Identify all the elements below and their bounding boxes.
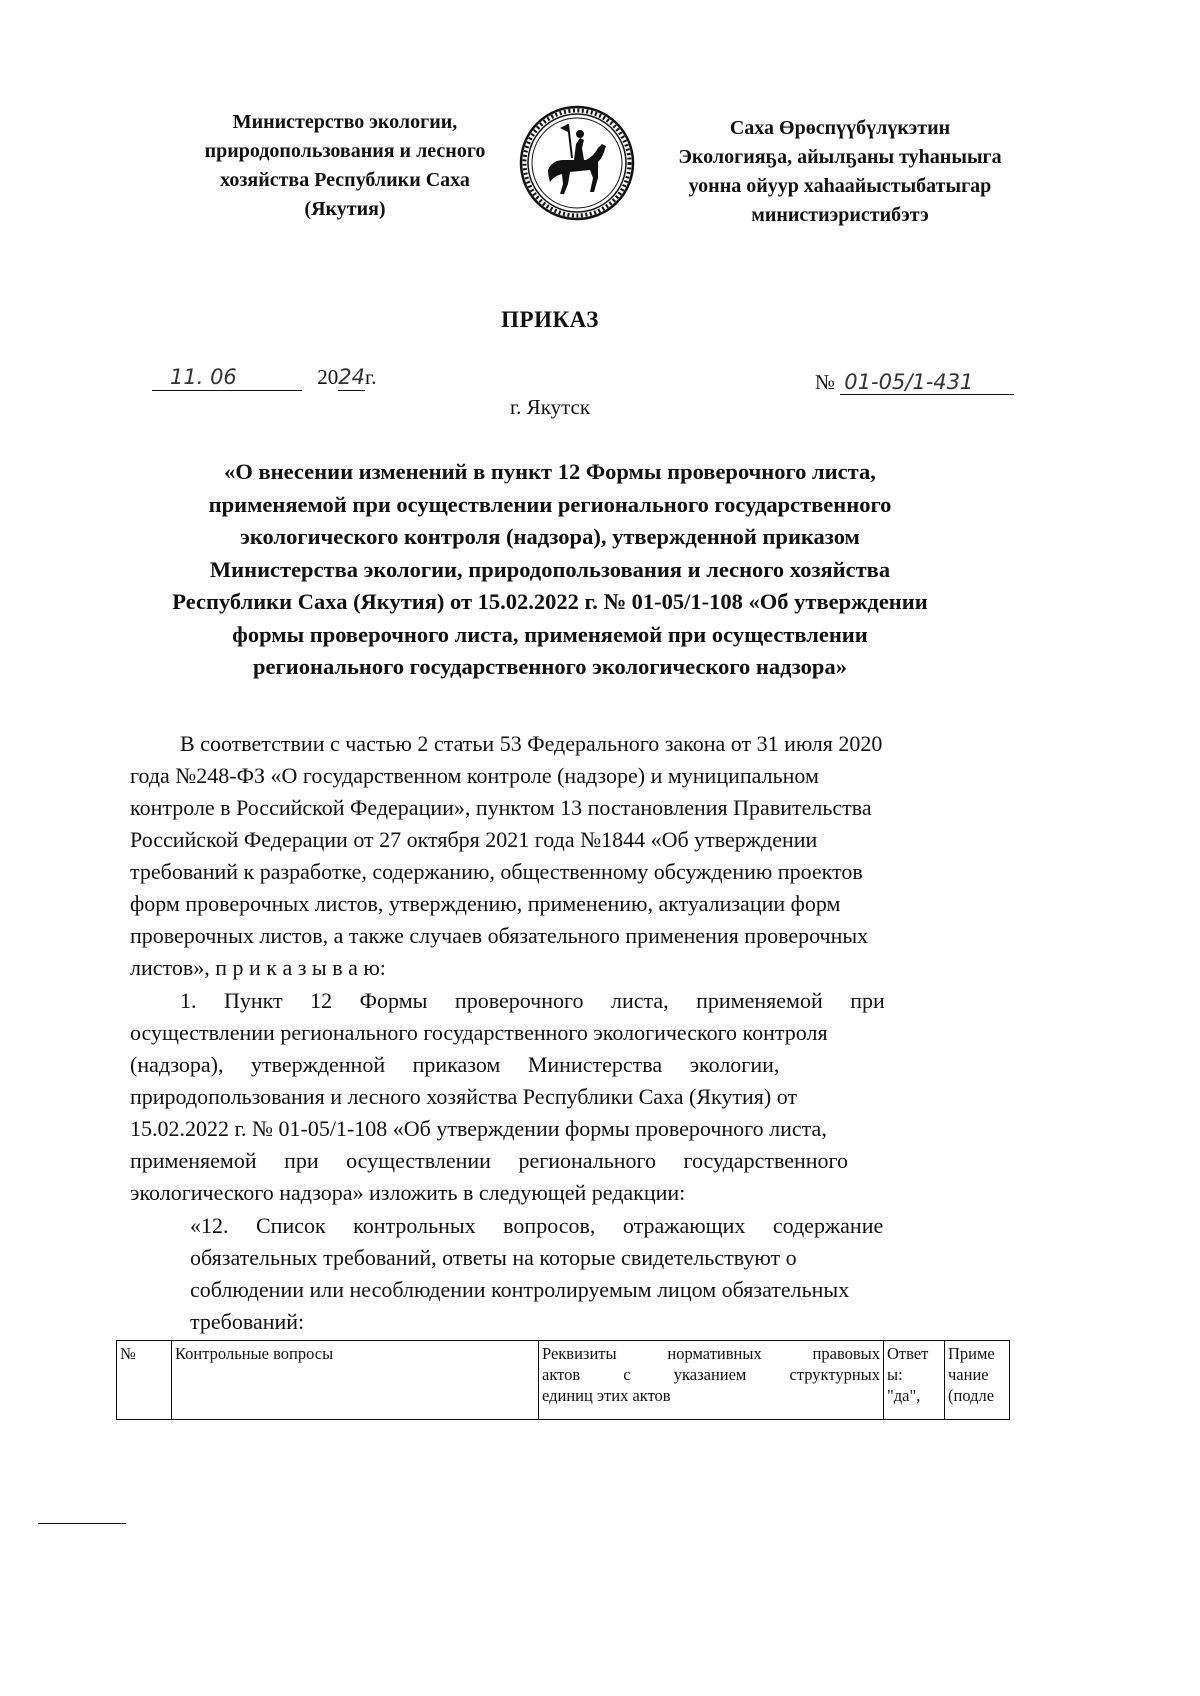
ministry-name-yakut — [640, 114, 1040, 230]
order-subject — [120, 456, 980, 684]
checklist-table — [116, 1340, 1010, 1420]
date-handwritten: 11. 06 — [170, 365, 237, 389]
col-legal-refs-header — [539, 1341, 884, 1420]
number-handwritten: 01-05/1-431 — [840, 370, 1014, 395]
header-text: чание — [948, 1365, 989, 1384]
body-line: осуществлении регионального государственного экологического контроля — [130, 1020, 828, 1045]
table-header-row — [117, 1341, 1010, 1420]
col-answers-header — [884, 1341, 945, 1420]
header-text: актов с указанием структурных — [542, 1365, 880, 1384]
body-line: «12. Список контрольных вопросов, отражающих содержание — [190, 1213, 884, 1238]
body-line: форм проверочных листов, утверждению, применению, актуализации форм — [130, 891, 841, 916]
body-line: природопользования и лесного хозяйства Республики Саха (Якутия) от — [130, 1084, 798, 1109]
subject-line: формы проверочного листа, применяемой при осуществлении — [232, 621, 868, 647]
ministry-name-sah-line: Саха Өрөспүүбүлүкэтин — [729, 117, 951, 139]
body-line: обязательных требований, ответы на которые свидетельствуют о — [190, 1245, 797, 1270]
body-line: проверочных листов, а также случаев обязательного применения проверочных — [130, 923, 869, 948]
header-text: Реквизиты нормативных правовых — [542, 1344, 880, 1363]
header-text: (подле — [948, 1386, 995, 1405]
ministry-name-russian — [130, 108, 560, 224]
body-line: года №248-ФЗ «О государственном контроле (надзоре) и муниципальном — [130, 763, 819, 788]
body-line: контроле в Российской Федерации», пунктом 13 постановления Правительства — [130, 795, 872, 820]
year-prefix: 20 — [317, 365, 339, 389]
ministry-name-ru-line: природопользования и лесного — [204, 140, 486, 162]
body-line: требований: — [190, 1309, 305, 1334]
body-line: (надзора), утвержденной приказом Министерства экологии, — [130, 1052, 780, 1077]
body-line: листов», п р и к а з ы в а ю: — [130, 955, 386, 980]
subject-line: Министерства экологии, природопользования и лесного хозяйства — [209, 556, 891, 582]
header-text: "да", — [887, 1386, 921, 1405]
number-sign: № — [815, 370, 836, 394]
col-notes-header — [945, 1341, 1010, 1420]
ministry-name-ru-line: хозяйства Республики Саха — [220, 169, 470, 191]
body-line: применяемой при осуществлении регионального государственного — [130, 1148, 848, 1173]
document-title: ПРИКАЗ — [501, 307, 599, 332]
header-text: № — [120, 1344, 136, 1363]
ministry-name-sah-line: уонна ойуур хаһаайыстыбатыгар — [688, 175, 992, 197]
col-questions-header — [172, 1341, 539, 1420]
header-text: Приме — [948, 1344, 995, 1363]
header-text: ы: — [887, 1365, 903, 1384]
subject-line: применяемой при осуществлении регионального государственного — [208, 491, 892, 517]
col-number-header — [117, 1341, 172, 1420]
order-date — [152, 365, 376, 391]
body-line: Российской Федерации от 27 октября 2021 года №1844 «Об утверждении — [130, 827, 818, 852]
body-line: экологического надзора» изложить в следующей редакции: — [130, 1180, 686, 1205]
city: г. Якутск — [509, 395, 591, 419]
body-line: требований к разработке, содержанию, общественному обсуждению проектов — [130, 859, 863, 884]
ministry-name-sah-line: Экологияҕа, айылҕаны туһаныыга — [678, 146, 1002, 168]
order-number — [815, 370, 1014, 395]
subject-line: «О внесении изменений в пункт 12 Формы проверочного листа, — [224, 459, 876, 484]
ministry-name-sah-line: министиэристибэтэ — [751, 204, 929, 226]
subject-line: регионального государственного экологического надзора» — [253, 654, 847, 679]
body-line: 15.02.2022 г. № 01-05/1-108 «Об утверждении формы проверочного листа, — [130, 1116, 827, 1141]
subject-line: Республики Саха (Якутия) от 15.02.2022 г. № 01-05/1-108 «Об утверждении — [172, 589, 928, 614]
ministry-name-ru-line: (Якутия) — [304, 198, 386, 220]
header-text: Контрольные вопросы — [175, 1344, 334, 1363]
body-line: соблюдении или несоблюдении контролируемым лицом обязательных — [190, 1277, 850, 1302]
subject-line: экологического контроля (надзора), утвержденной приказом — [240, 524, 860, 549]
body-line: В соответствии с частью 2 статьи 53 Федерального закона от 31 июля 2020 — [180, 731, 883, 756]
footnote-divider — [38, 1523, 126, 1524]
header-text: единиц этих актов — [542, 1386, 671, 1405]
body-line: 1. Пункт 12 Формы проверочного листа, применяемой при — [180, 988, 885, 1013]
ministry-name-ru-line: Министерство экологии, — [232, 111, 458, 133]
year-handwritten: 24 — [338, 365, 365, 389]
sakha-republic-emblem-icon — [518, 104, 636, 222]
year-suffix: г. — [364, 365, 377, 389]
header-text: Ответ — [887, 1344, 929, 1363]
